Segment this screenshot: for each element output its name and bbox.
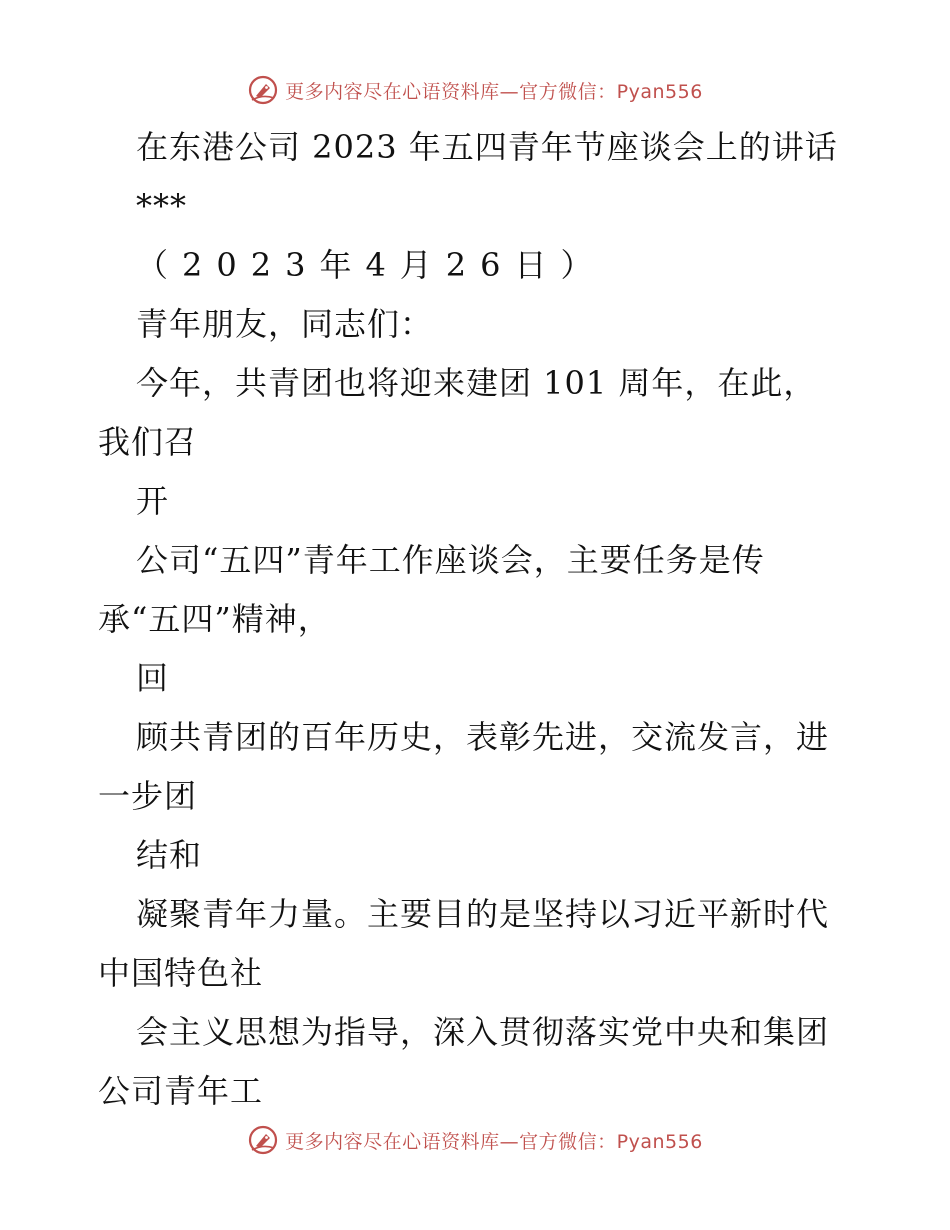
text-line: （2023年4月26日） — [136, 246, 607, 284]
text-line: 顾共青团的百年历史，表彰先进，交流发言，进 — [136, 718, 830, 756]
text-line: 会主义思想为指导，深入贯彻落实党中央和集团 — [136, 1013, 830, 1051]
watermark-banner-top — [0, 70, 950, 110]
document-title: 在东港公司 2023 年五四青年节座谈会上的讲话 — [136, 128, 838, 166]
text-line: 回 — [136, 659, 170, 697]
pen-nib-logo-icon — [247, 1124, 279, 1156]
text-line: 结和 — [136, 836, 203, 874]
text-line: 今年，共青团也将迎来建团 101 周年，在此， — [136, 364, 817, 402]
watermark-banner-bottom — [0, 1120, 950, 1160]
text-line: 中国特色社 — [98, 954, 264, 992]
text-line: *** — [136, 187, 187, 225]
text-line: 一步团 — [98, 777, 198, 815]
text-line: 凝聚青年力量。主要目的是坚持以习近平新时代 — [136, 895, 830, 933]
pen-nib-logo-icon — [247, 74, 279, 106]
watermark-text: 更多内容尽在心语资料库—官方微信：Pyan556 — [285, 1130, 703, 1153]
text-line: 承“五四”精神， — [98, 600, 331, 638]
text-line: 我们召 — [98, 423, 198, 461]
text-line: 公司“五四”青年工作座谈会，主要任务是传 — [136, 541, 765, 579]
watermark-text: 更多内容尽在心语资料库—官方微信：Pyan556 — [285, 80, 703, 103]
text-line: 开 — [136, 482, 170, 520]
text-line: 青年朋友，同志们： — [136, 305, 434, 343]
text-line: 公司青年工 — [98, 1072, 264, 1110]
document-body — [98, 118, 858, 1121]
